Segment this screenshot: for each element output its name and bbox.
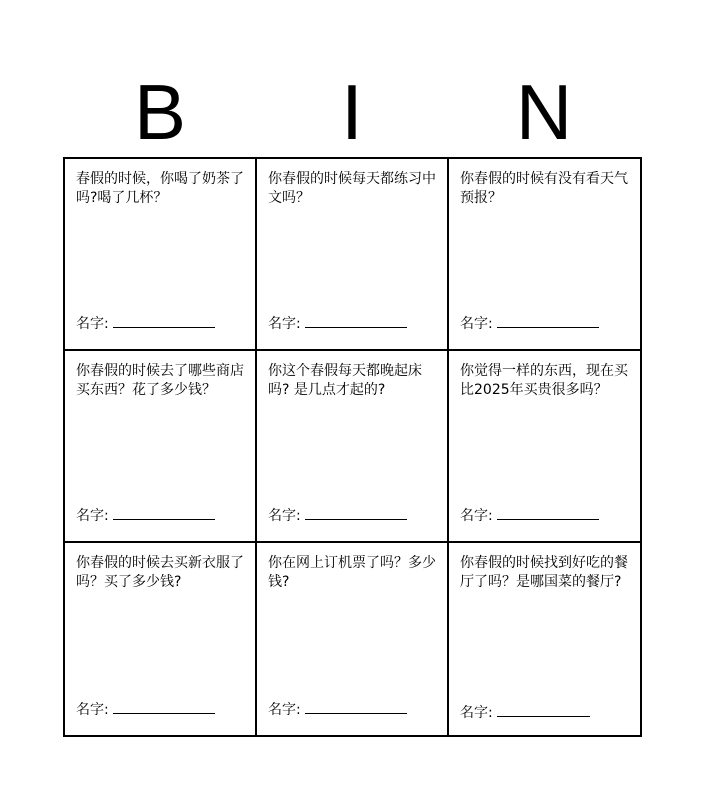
- name-label: 名字:: [76, 702, 109, 718]
- header-letter-i: I: [341, 68, 363, 156]
- cell-question: 你春假的时候找到好吃的餐厅了吗？是哪国菜的餐厅?: [460, 555, 628, 590]
- name-blank-line[interactable]: [113, 313, 215, 328]
- name-label: 名字:: [268, 316, 301, 332]
- bingo-header: [64, 68, 641, 156]
- name-label: 名字:: [76, 316, 109, 332]
- header-letter-b: B: [133, 68, 187, 156]
- name-blank-line[interactable]: [305, 505, 407, 520]
- header-letter-n: N: [515, 68, 573, 156]
- bingo-cell: [257, 351, 449, 543]
- name-field: [460, 313, 599, 333]
- name-field: [460, 505, 599, 525]
- bingo-cell: [65, 543, 257, 735]
- cell-question: 你春假的时候去了哪些商店买东西？花了多少钱？: [76, 363, 244, 398]
- name-label: 名字:: [460, 508, 493, 524]
- name-blank-line[interactable]: [113, 505, 215, 520]
- name-field: [76, 313, 215, 333]
- name-blank-line[interactable]: [497, 505, 599, 520]
- name-field: [76, 699, 215, 719]
- name-field: [76, 505, 215, 525]
- name-field: [268, 505, 407, 525]
- name-field: [268, 699, 407, 719]
- name-label: 名字:: [268, 702, 301, 718]
- bingo-cell: [65, 159, 257, 351]
- bingo-cell: [65, 351, 257, 543]
- name-blank-line[interactable]: [497, 313, 599, 328]
- name-label: 名字:: [460, 705, 493, 721]
- cell-question: 你觉得一样的东西，现在买比2025年买贵很多吗？: [460, 363, 628, 398]
- bingo-cell: [449, 543, 640, 735]
- name-field: [460, 702, 590, 722]
- bingo-cell: [257, 159, 449, 351]
- name-label: 名字:: [76, 508, 109, 524]
- name-blank-line[interactable]: [305, 699, 407, 714]
- cell-question: 你春假的时候每天都练习中文吗？: [268, 171, 436, 206]
- name-blank-line[interactable]: [113, 699, 215, 714]
- cell-question: 春假的时候，你喝了奶茶了吗?喝了几杯？: [76, 171, 244, 206]
- cell-question: 你春假的时候去买新衣服了吗？买了多少钱?: [76, 555, 244, 590]
- bingo-cell: [257, 543, 449, 735]
- name-blank-line[interactable]: [497, 702, 590, 717]
- bingo-cell: [449, 351, 640, 543]
- cell-question: 你春假的时候有没有看天气预报？: [460, 171, 628, 206]
- name-field: [268, 313, 407, 333]
- name-label: 名字:: [268, 508, 301, 524]
- bingo-grid: [63, 157, 642, 737]
- bingo-cell: [449, 159, 640, 351]
- name-label: 名字:: [460, 316, 493, 332]
- name-blank-line[interactable]: [305, 313, 407, 328]
- cell-question: 你在网上订机票了吗？多少钱?: [268, 555, 436, 590]
- cell-question: 你这个春假每天都晚起床吗? 是几点才起的?: [268, 363, 422, 398]
